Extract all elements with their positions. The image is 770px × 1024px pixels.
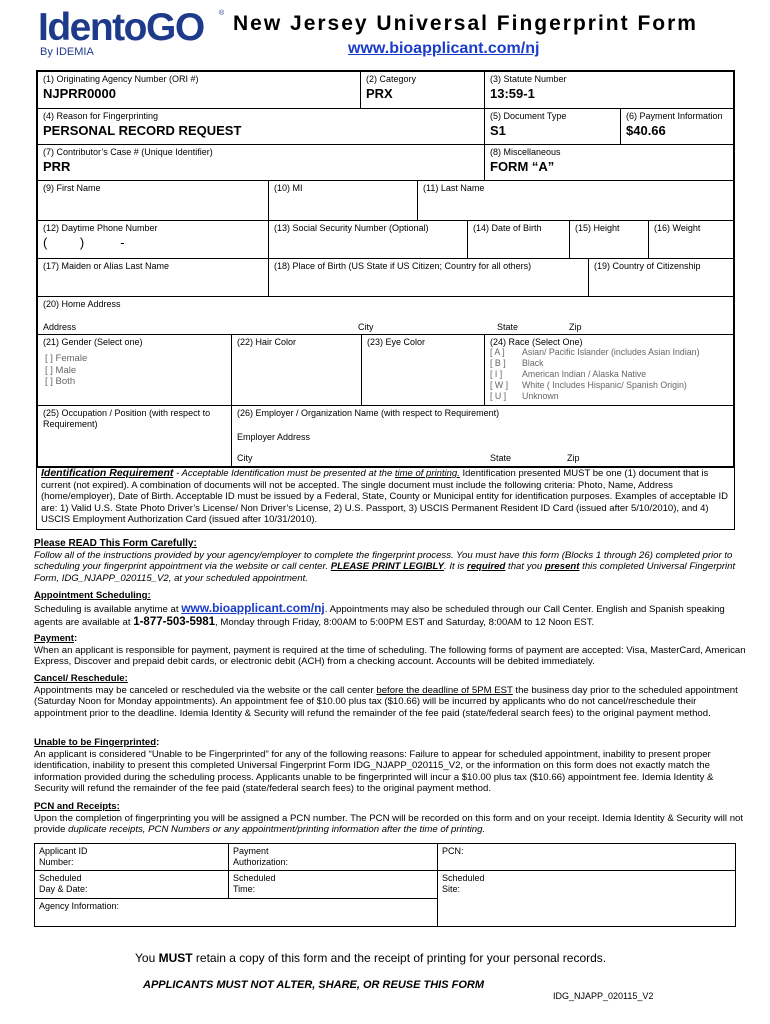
field-first-name[interactable] <box>38 180 268 220</box>
retain-must: MUST <box>158 951 193 965</box>
payment-authorization-field[interactable]: Payment Authorization: <box>228 844 437 870</box>
race-code-i: [ I ] <box>490 369 503 379</box>
read-required: required <box>466 561 506 572</box>
field-case-number <box>38 144 484 180</box>
read-heading: Please READ This Form Carefully: <box>34 538 197 549</box>
field-ori-value: NJPRR0000 <box>43 86 116 101</box>
employer-city-label: City <box>237 453 253 463</box>
race-name-native: American Indian / Alaska Native <box>522 369 647 379</box>
pcn-text-2: duplicate receipts, PCN Numbers or any appointment/printing information after the time of printing. <box>68 824 486 835</box>
field-category-value: PRX <box>366 86 393 101</box>
field-home-address-label: (20) Home Address <box>43 299 121 309</box>
field-country-citizenship[interactable] <box>588 258 735 296</box>
unable-heading: Unable to be Fingerprinted <box>34 737 157 748</box>
id-req-time: time of printing. <box>394 468 460 479</box>
scheduling-url-link[interactable]: www.bioapplicant.com/nj <box>181 601 325 615</box>
field-weight[interactable] <box>648 220 735 258</box>
retain-copy-notice <box>135 951 606 965</box>
employer-zip-label: Zip <box>567 453 580 463</box>
employer-address-label: Employer Address <box>237 432 311 442</box>
pcn-field[interactable]: PCN: <box>437 844 735 870</box>
retain-text-1: You <box>135 951 159 965</box>
field-eye-color-label: (23) Eye Color <box>367 337 426 347</box>
race-option-unknown[interactable] <box>490 391 735 402</box>
payment-body: When an applicant is responsible for payment, payment is required at the time of scheduling. The following forms of payment are accepted: Visa, MasterCard, American Express, Discover and prepaid debit cards, or electronic debit (ACH) from a checking account. Accounts will be debited immediately. <box>34 644 746 667</box>
race-option-white[interactable] <box>490 380 735 391</box>
field-payment-info <box>620 108 735 144</box>
field-category-label: (2) Category <box>366 74 417 84</box>
cancel-deadline: before the deadline of 5PM EST <box>376 684 513 696</box>
field-ori <box>38 72 360 108</box>
field-race <box>484 334 735 405</box>
scheduling-text-2: . Appointments may also be scheduled through our Call Center. English and Spanish speaking agents are available at <box>34 604 725 628</box>
field-statute-value: 13:59-1 <box>490 86 535 101</box>
field-statute-label: (3) Statute Number <box>490 74 567 84</box>
pcn-text-1: Upon the completion of fingerprinting you will be assigned a PCN number. The PCN will be recorded on this form and on your receipt. Idemia Identity & Security will not provide <box>34 812 744 835</box>
field-payment-info-label: (6) Payment Information <box>626 111 723 121</box>
logo-subtitle: By IDEMIA <box>40 46 94 58</box>
home-address-state-label: State <box>497 322 519 332</box>
gender-option-female[interactable]: [ ] Female <box>45 353 88 364</box>
field-place-of-birth[interactable] <box>268 258 588 296</box>
payment-heading: Payment <box>34 633 74 644</box>
race-code-a: [ A ] <box>490 347 505 357</box>
do-not-alter-warning: APPLICANTS MUST NOT ALTER, SHARE, OR REUSE THIS FORM <box>143 979 485 991</box>
field-maiden-name[interactable] <box>38 258 268 296</box>
field-weight-label: (16) Weight <box>654 223 701 233</box>
field-maiden-name-label: (17) Maiden or Alias Last Name <box>43 261 170 271</box>
read-text-3: . It is <box>444 561 467 572</box>
phone-format-mask: ( ) - <box>43 235 125 250</box>
read-text-5: that you <box>505 561 545 572</box>
field-miscellaneous-label: (8) Miscellaneous <box>490 147 561 157</box>
field-height[interactable] <box>569 220 648 258</box>
field-reason-label: (4) Reason for Fingerprinting <box>43 111 159 121</box>
field-employer[interactable] <box>231 405 735 468</box>
field-eye-color[interactable] <box>361 334 484 405</box>
field-gender <box>38 334 231 405</box>
field-category <box>360 72 484 108</box>
gender-option-both[interactable]: [ ] Both <box>45 376 76 387</box>
form-code: IDG_NJAPP_020115_V2 <box>553 991 654 1001</box>
scheduling-text-3: , Monday through Friday, 8:00AM to 5:00PM EST and Saturday, 8:00AM to 12 Noon EST. <box>215 617 595 628</box>
read-carefully-section <box>34 538 746 584</box>
field-country-citizenship-label: (19) Country of Citizenship <box>594 261 701 271</box>
field-ssn[interactable] <box>268 220 467 258</box>
field-hair-color-label: (22) Hair Color <box>237 337 297 347</box>
home-address-city-label: City <box>358 322 374 332</box>
read-print-legibly: PLEASE PRINT LEGIBLY <box>330 561 445 572</box>
field-first-name-label: (9) First Name <box>43 183 101 193</box>
field-last-name[interactable] <box>417 180 735 220</box>
gender-option-male[interactable]: [ ] Male <box>45 364 77 376</box>
scheduling-section <box>34 589 746 629</box>
field-date-of-birth[interactable] <box>467 220 569 258</box>
field-case-number-label: (7) Contributor’s Case # (Unique Identifier) <box>43 147 213 157</box>
race-name-unknown: Unknown <box>522 391 559 401</box>
pcn-section <box>34 801 746 836</box>
field-reason <box>38 108 484 144</box>
scheduled-day-date-field[interactable]: Scheduled Day & Date: <box>35 870 228 898</box>
unable-body: An applicant is considered “Unable to be Fingerprinted” for any of the following reasons: Failure to appear for scheduled appointment, inability to present proper identification, inability to present this completed Universal Fingerprint Form IDG_NJAPP_020115_V2, or the information on this form does not exactly match the information provided during the scheduling process. Applicants unable to be fingerprinted will incur a $10.00 plus tax ($10.66) appointment fee. Idemia Identity & Security will refund the remainder of the fee paid (state/federal search fees) to the original payment method. <box>34 748 714 794</box>
header-url-link[interactable]: www.bioapplicant.com/nj <box>348 40 540 57</box>
employer-state-label: State <box>490 453 512 463</box>
field-miscellaneous-value: FORM “A” <box>490 159 555 174</box>
retain-text-2: retain a copy of this form and the receipt of printing for your personal records. <box>192 951 607 965</box>
field-daytime-phone-label: (12) Daytime Phone Number <box>43 223 158 233</box>
call-center-phone[interactable]: 1-877-503-5981 <box>133 616 216 628</box>
home-address-address-label: Address <box>43 322 77 332</box>
race-option-asian[interactable] <box>490 347 735 358</box>
pcn-heading: PCN and Receipts: <box>34 801 120 812</box>
field-employer-label: (26) Employer / Organization Name (with respect to Requirement) <box>237 408 500 418</box>
field-document-type-value: S1 <box>490 123 506 138</box>
field-middle-initial[interactable] <box>268 180 417 220</box>
scheduling-heading: Appointment Scheduling: <box>34 590 151 601</box>
payment-heading-colon: : <box>74 633 78 644</box>
scheduled-site-field[interactable]: Scheduled Site: <box>437 870 735 926</box>
payment-section <box>34 633 746 668</box>
id-req-heading: Identification Requirement <box>41 467 174 479</box>
field-middle-initial-label: (10) MI <box>274 183 303 193</box>
read-text-7: this completed Universal Fingerprint Form, IDG_NJAPP_020115_V2, at your scheduled appointment. <box>34 561 736 584</box>
id-req-body: Identification presented MUST be one (1) document that is current (not expired). A combination of documents will not be accepted. The single document must include the following criteria: Photo, Name, Address (home/employer), Date of Birth. Acceptable ID must be issued by a Federal, State, County or Municipal entity for identification purposes. Examples of acceptable ID are: 1) Valid U.S. State Photo Driver’s License/ Non Driver’s License, 2) U.S. Passport, 3) USCIS Permanent Resident ID Card (issued after 5/10/2010), and 4) USCIS Employment Authorization Card (issued after 10/31/2010). <box>41 468 728 526</box>
field-payment-info-value: $40.66 <box>626 123 666 138</box>
race-option-black[interactable] <box>490 358 735 369</box>
cancel-text-1: Appointments may be canceled or rescheduled via the website or the call center <box>34 684 377 696</box>
field-last-name-label: (11) Last Name <box>423 183 485 193</box>
scheduling-text-1: Scheduling is available anytime at <box>34 604 182 615</box>
race-code-u: [ U ] <box>490 391 507 401</box>
cancel-text-2: the business day prior to the scheduled appointment (Saturday Noon for Monday appointments). An appointment fee of $10.00 plus tax ($10.66) will be incurred by applicants who do not cancel/reschedule their appointment prior to the deadline. Idemia Identity & Security will refund the remainder of the fee paid (state/federal search fees) to the original payment method. <box>34 684 738 719</box>
cancel-heading: Cancel/ Reschedule: <box>34 673 128 684</box>
appointment-table <box>34 843 736 927</box>
field-ssn-label: (13) Social Security Number (Optional) <box>274 223 429 233</box>
field-hair-color[interactable] <box>231 334 361 405</box>
field-height-label: (15) Height <box>575 223 620 233</box>
registered-mark: ® <box>219 10 225 17</box>
field-document-type <box>484 108 620 144</box>
cancel-section <box>34 673 746 719</box>
fingerprint-form-grid <box>36 70 735 468</box>
scheduled-time-field[interactable]: Scheduled Time: <box>228 870 437 898</box>
applicant-id-field[interactable]: Applicant ID Number: <box>39 846 88 867</box>
identogo-logo: IdentoGO <box>38 6 204 49</box>
unable-heading-colon: : <box>156 737 160 748</box>
race-name-white: White ( Includes Hispanic/ Spanish Origin) <box>522 380 687 390</box>
field-place-of-birth-label: (18) Place of Birth (US State if US Citizen; Country for all others) <box>274 261 532 271</box>
field-ori-label: (1) Originating Agency Number (ORI #) <box>43 74 199 84</box>
field-reason-value: PERSONAL RECORD REQUEST <box>43 123 242 138</box>
race-option-native[interactable] <box>490 369 735 380</box>
field-occupation[interactable] <box>38 405 231 468</box>
field-home-address[interactable] <box>38 296 735 334</box>
form-title: New Jersey Universal Fingerprint Form <box>233 12 698 35</box>
field-date-of-birth-label: (14) Date of Birth <box>473 223 542 233</box>
race-name-black: Black <box>522 358 544 368</box>
home-address-zip-label: Zip <box>569 322 582 332</box>
unable-section <box>34 737 746 795</box>
field-daytime-phone[interactable] <box>38 220 268 258</box>
race-code-b: [ B ] <box>490 358 506 368</box>
field-race-label: (24) Race (Select One) <box>490 337 583 347</box>
field-statute <box>484 72 735 108</box>
read-present: present <box>544 561 580 572</box>
race-name-asian: Asian/ Pacific Islander (includes Asian Indian) <box>522 347 700 357</box>
field-case-number-value: PRR <box>43 159 71 174</box>
identification-requirement <box>36 468 735 530</box>
field-gender-label: (21) Gender (Select one) <box>43 337 143 347</box>
field-miscellaneous <box>484 144 735 180</box>
read-text-1: Follow all of the instructions provided by your agency/employer to complete the fingerprint process. You must have this form (Blocks 1 through 26) completed prior to scheduling your fingerprint appointment via the website or call center. <box>34 549 733 572</box>
field-document-type-label: (5) Document Type <box>490 111 567 121</box>
id-req-intro: - Acceptable Identification must be presented at the <box>173 468 395 479</box>
agency-information-field[interactable]: Agency Information: <box>35 898 437 926</box>
field-occupation-label: (25) Occupation / Position (with respect to Requirement) <box>43 408 211 429</box>
race-code-w: [ W ] <box>490 380 509 390</box>
